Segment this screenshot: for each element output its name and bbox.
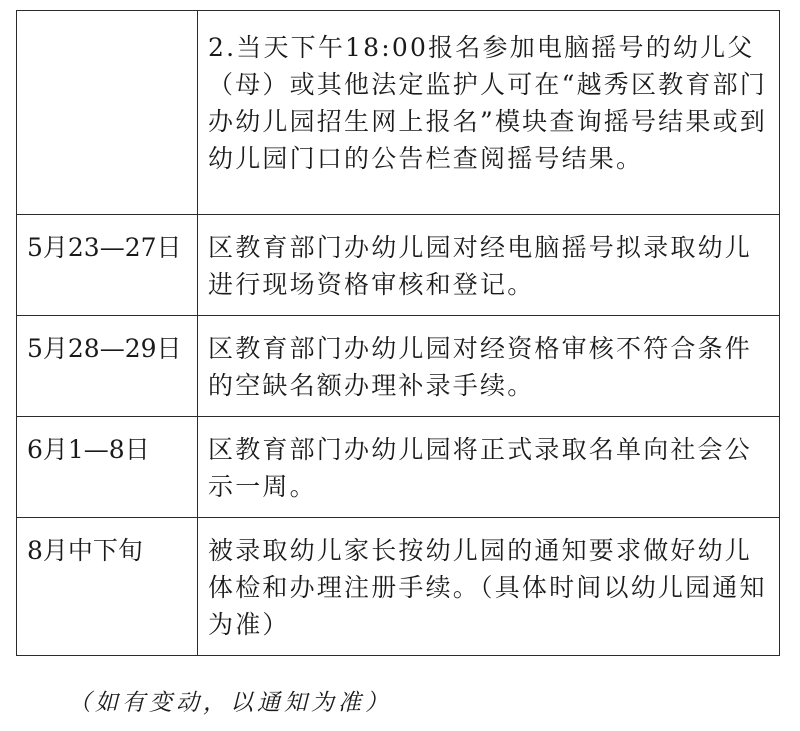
- row-date: 8月中下旬: [17, 518, 198, 656]
- row-date: [17, 11, 198, 215]
- enrollment-schedule-table: [16, 10, 780, 656]
- table-row: [17, 417, 780, 518]
- row-description: 被录取幼儿家长按幼儿园的通知要求做好幼儿体检和办理注册手续。（具体时间以幼儿园通知为准）: [198, 518, 780, 656]
- footnote: （如有变动，以通知为准）: [68, 690, 392, 716]
- row-date: 5月28—29日: [17, 316, 198, 417]
- table-row: [17, 215, 780, 316]
- row-date: 5月23—27日: [17, 215, 198, 316]
- table-row: [17, 11, 780, 215]
- table-row: [17, 316, 780, 417]
- table-row: [17, 518, 780, 656]
- row-description: 区教育部门办幼儿园对经电脑摇号拟录取幼儿进行现场资格审核和登记。: [198, 215, 780, 316]
- row-description: 2.当天下午18:00报名参加电脑摇号的幼儿父（母）或其他法定监护人可在“越秀区教育部门办幼儿园招生网上报名”模块查询摇号结果或到幼儿园门口的公告栏查阅摇号结果。: [198, 11, 780, 215]
- row-description: 区教育部门办幼儿园将正式录取名单向社会公示一周。: [198, 417, 780, 518]
- row-date: 6月1—8日: [17, 417, 198, 518]
- row-description: 区教育部门办幼儿园对经资格审核不符合条件的空缺名额办理补录手续。: [198, 316, 780, 417]
